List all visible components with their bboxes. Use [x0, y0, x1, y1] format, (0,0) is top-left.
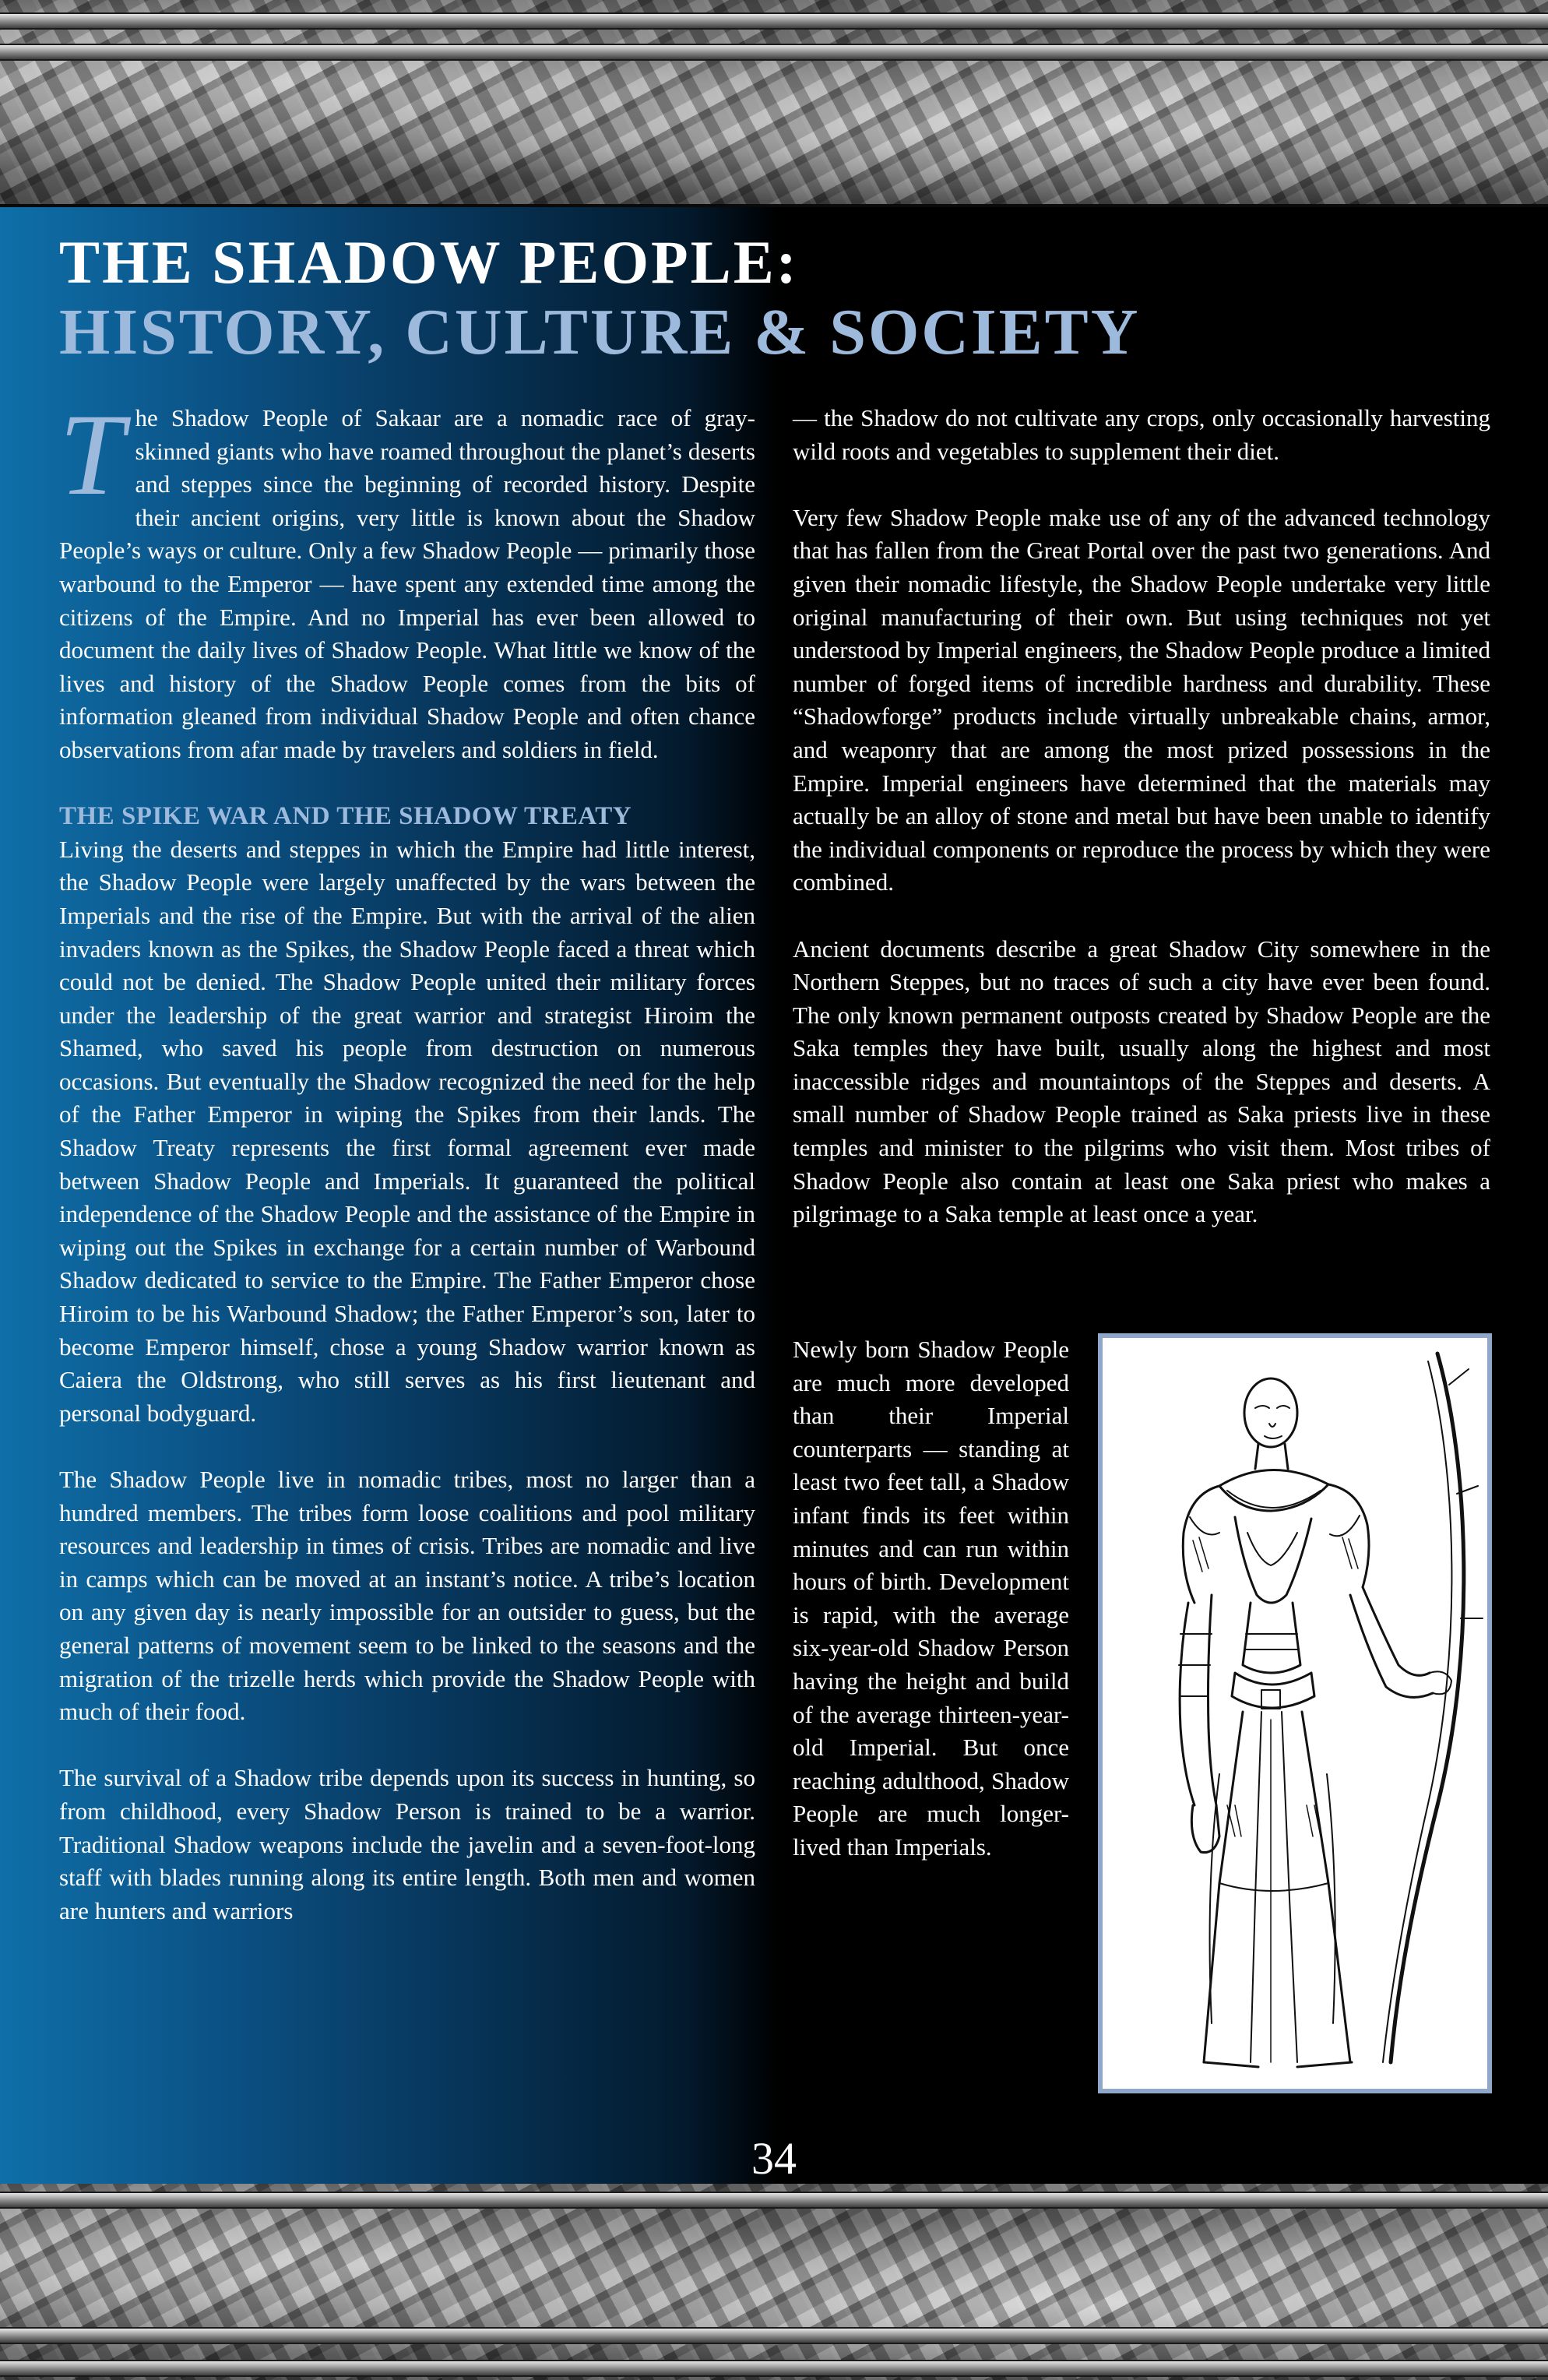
intro-paragraph — [59, 390, 755, 767]
section-heading-spike-war: THE SPIKE WAR AND THE SHADOW TREATY — [59, 802, 632, 831]
top-metal-rail — [0, 44, 1548, 61]
spike-war-paragraph: Living the deserts and steppes in which the Empire had little interest, the Shadow People were largely unaffected by the wars between the Imperials and the rise of the Empire. But with the arrival of the alien invaders known as the Spikes, the Shadow People faced a threat which could not be denied. The Shadow People united their military forces under the leadership of the great warrior and strategist Hiroim the Shamed, who saved his people from destruction on numerous occasions. But eventually the Shadow recognized the need for the help of the Father Emperor in wiping the Spikes from their lands. The Shadow Treaty represents the first formal agreement ever made between Shadow People and Imperials. It guaranteed the political independence of the Shadow People and the assistance of the Empire in wiping out the Spikes in exchange for a certain number of Warbound Shadow dedicated to service to the Empire. The Father Emperor chose Hiroim to be his Warbound Shadow; the Father Emperor’s son, later to become Emperor himself, chose a young Shadow warrior known as Caiera the Oldstrong, who still serves as his first lieutenant and personal bodyguard. — [59, 835, 755, 1427]
newborn-paragraph: Newly born Shadow People are much more developed than their Imperial counterparts — standing at least two feet tall, a Shadow infant finds its feet within minutes and can run within hours of birth. Development is rapid, with the average six-year-old Shadow Person having the height and build of the average thirteen-year-old Imperial. But once reaching adulthood, Shadow People are much longer-lived than Imperials. — [793, 1336, 1069, 1861]
top-metal-rail — [0, 12, 1548, 30]
warrior-sketch — [1103, 1338, 1487, 2089]
left-column — [59, 390, 755, 1961]
tribes-paragraph: The Shadow People live in nomadic tribes, most no larger than a hundred members. The tribes form loose coalitions and pool military resources and leadership in times of crisis. Tribes are nomadic and live in camps which can be moved at an instant’s notice. A tribe’s location on any given day is nearly impossible for an outsider to guess, but the general patterns of movement seem to be linked to the seasons and the migration of the trizelle herds which provide the Shadow People with much of their food. — [59, 1466, 755, 1726]
drop-cap: T — [59, 390, 125, 519]
bottom-stone-border — [0, 2184, 1548, 2380]
shadow-warrior-illustration — [1098, 1333, 1492, 2093]
page-title-line-2: HISTORY, CULTURE & SOCIETY — [59, 296, 1141, 368]
page-number: 34 — [751, 2133, 797, 2184]
shadow-city-paragraph: Ancient documents describe a great Shadow City somewhere in the Northern Steppes, but no traces of such a city have ever been found. The only known permanent outposts created by Shadow People are the Saka temples they have built, usually along the highest and most inaccessible ridges and mountaintops of the Steppes and deserts. A small number of Shadow People trained as Saka priests live in these temples and minister to the pilgrims who visit them. Most tribes of Shadow People also contain at least one Saka priest who makes a pilgrimage to a Saka temple at least once a year. — [793, 935, 1490, 1228]
page-title-line-1: THE SHADOW PEOPLE: — [59, 228, 799, 296]
crops-paragraph: — the Shadow do not cultivate any crops, only occasionally harvesting wild roots and vegetables to supplement their diet. — [793, 404, 1490, 465]
bottom-metal-rail — [0, 2192, 1548, 2209]
bottom-metal-rail — [0, 2360, 1548, 2377]
technology-paragraph: Very few Shadow People make use of any of the advanced technology that has fallen from the Great Portal over the past two generations. And given their nomadic lifestyle, the Shadow People undertake very little original manufacturing of their own. But using techniques not yet understood by Imperial engineers, the Shadow People produce a limited number of forged items of incredible hardness and durability. These “Shadowforge” products include virtually unbreakable chains, armor, and weaponry that are among the most prized possessions in the Empire. Imperial engineers have determined that the materials may actually be an alloy of stone and metal but have been unable to identify the individual components or reproduce the process by which they were combined. — [793, 503, 1490, 896]
right-column — [793, 402, 1490, 1264]
survival-paragraph: The survival of a Shadow tribe depends upon its success in hunting, so from childhood, every Shadow Person is trained to be a warrior. Traditional Shadow weapons include the javelin and a seven-foot-long staff with blades running along its entire length. Both men and women are hunters and warriors — [59, 1764, 755, 1924]
top-stone-border — [0, 0, 1548, 204]
bottom-metal-rail — [0, 2327, 1548, 2344]
newborn-column — [793, 1333, 1069, 1897]
intro-text: he Shadow People of Sakaar are a nomadic race of gray-skinned giants who have roamed throughout the planet’s deserts and steppes since the beginning of recorded history. Despite their ancient origins, very little is known about the Shadow People’s ways or culture. Only a few Shadow People — primarily those warbound to the Emperor — have spent any extended time among the citizens of the Empire. And no Imperial has ever been allowed to document the daily lives of Shadow People. What little we know of the lives and history of the Shadow People comes from the bits of information gleaned from individual Shadow People and often chance observations from afar made by travelers and soldiers in field. — [59, 404, 755, 763]
